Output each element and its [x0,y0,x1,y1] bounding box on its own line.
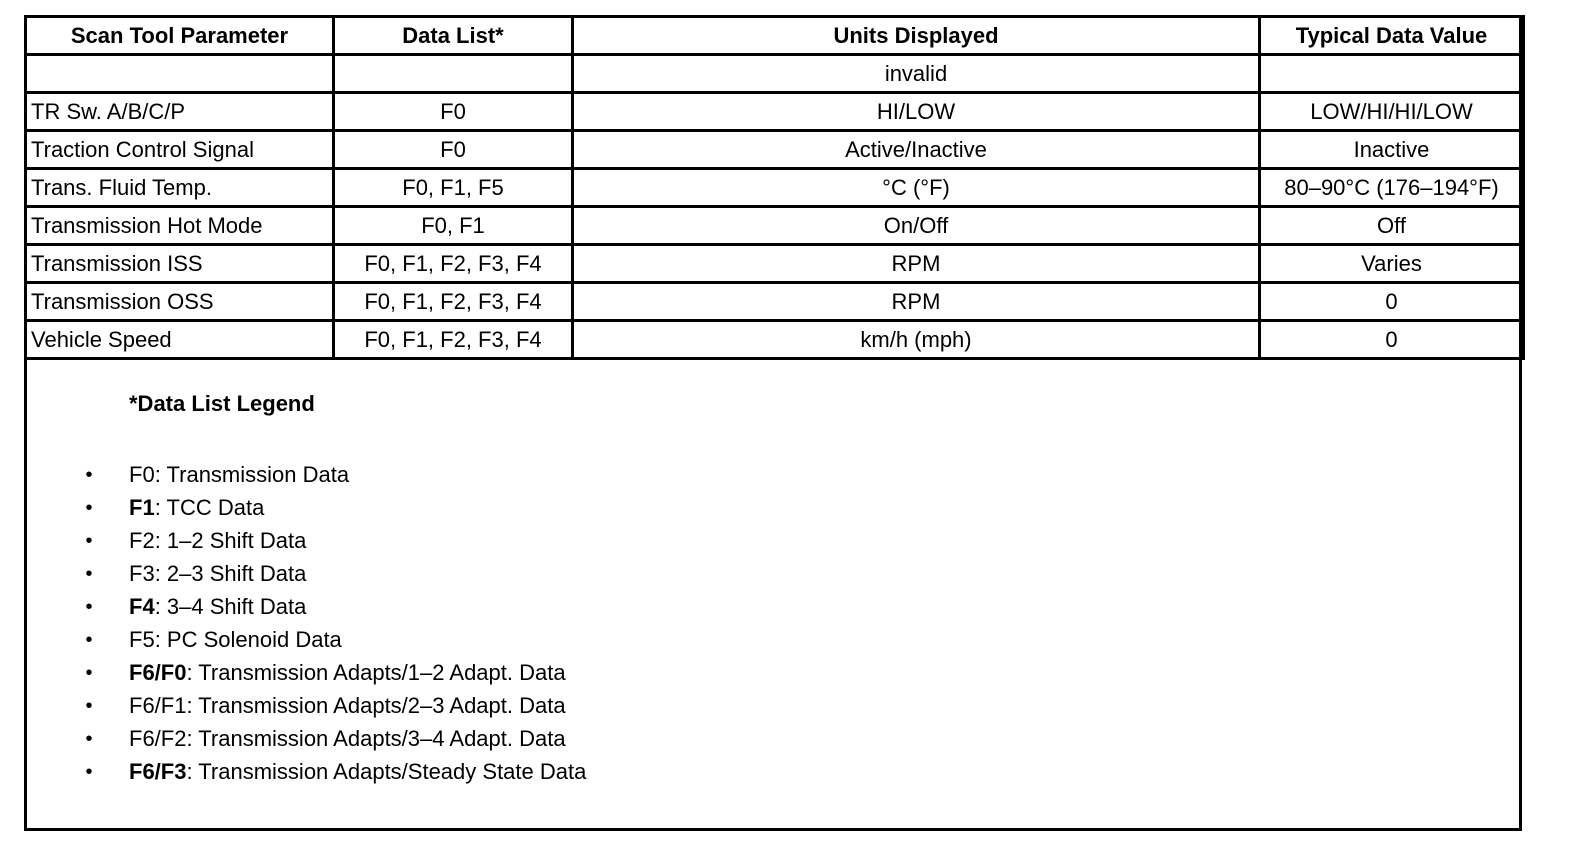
cell-data-list: F0, F1, F2, F3, F4 [334,245,573,283]
bullet-icon: • [85,662,93,684]
table-row [26,245,1524,283]
cell-units: HI/LOW [573,93,1260,131]
legend-code: F0 [129,462,155,487]
cell-typical-value: 0 [1260,283,1524,321]
bullet-icon: • [85,596,93,618]
cell-parameter: Transmission Hot Mode [26,207,334,245]
cell-units: °C (°F) [573,169,1260,207]
bullet-icon: • [85,629,93,651]
cell-units: On/Off [573,207,1260,245]
bullet-icon: • [85,728,93,750]
list-item [24,460,586,493]
table-row [26,321,1524,359]
cell-typical-value: 0 [1260,321,1524,359]
list-item [24,493,586,526]
legend-description: : Transmission Adapts/2–3 Adapt. Data [186,693,566,718]
legend-description: : PC Solenoid Data [154,627,342,652]
list-item [24,559,586,592]
cell-parameter: Transmission ISS [26,245,334,283]
list-item [24,526,586,559]
table-row [26,55,1524,93]
header-scan-tool-parameter: Scan Tool Parameter [26,17,334,55]
cell-parameter: Transmission OSS [26,283,334,321]
cell-units: invalid [573,55,1260,93]
legend-code: F5 [129,627,155,652]
table-row [26,131,1524,169]
list-item [24,592,586,625]
list-item [24,724,586,757]
cell-parameter: Trans. Fluid Temp. [26,169,334,207]
header-units-displayed: Units Displayed [573,17,1260,55]
cell-typical-value: Off [1260,207,1524,245]
bullet-icon: • [85,695,93,717]
legend-code: F6/F2 [129,726,187,751]
table-row [26,169,1524,207]
table-row [26,93,1524,131]
cell-parameter: Vehicle Speed [26,321,334,359]
cell-typical-value [1260,55,1524,93]
legend-title: *Data List Legend [129,391,315,416]
legend-description: : Transmission Adapts/3–4 Adapt. Data [186,726,566,751]
cell-units: RPM [573,245,1260,283]
legend-code: F6/F3 [129,759,187,784]
legend-description: : Transmission Data [154,462,350,487]
cell-data-list [334,55,573,93]
legend-description: : Transmission Adapts/1–2 Adapt. Data [186,660,566,685]
cell-units: RPM [573,283,1260,321]
cell-data-list: F0, F1 [334,207,573,245]
table-body [26,55,1524,359]
cell-data-list: F0, F1, F2, F3, F4 [334,283,573,321]
list-item [24,625,586,658]
cell-typical-value: Inactive [1260,131,1524,169]
list-item [24,757,586,790]
table-row [26,283,1524,321]
legend-code: F2 [129,528,155,553]
legend-description: : TCC Data [154,495,265,520]
legend-code: F4 [129,594,155,619]
list-item [24,691,586,724]
header-typical-data-value: Typical Data Value [1260,17,1524,55]
bullet-icon: • [85,530,93,552]
legend-code: F3 [129,561,155,586]
bullet-icon: • [85,464,93,486]
legend-description: : 1–2 Shift Data [154,528,307,553]
legend-description: : Transmission Adapts/Steady State Data [186,759,587,784]
cell-data-list: F0, F1, F5 [334,169,573,207]
legend-code: F6/F1 [129,693,187,718]
cell-units: km/h (mph) [573,321,1260,359]
legend-list [24,460,586,790]
legend-description: : 2–3 Shift Data [154,561,307,586]
cell-data-list: F0, F1, F2, F3, F4 [334,321,573,359]
legend-description: : 3–4 Shift Data [154,594,307,619]
cell-typical-value: 80–90°C (176–194°F) [1260,169,1524,207]
table-row [26,207,1524,245]
scan-tool-data-table [24,15,1525,360]
bullet-icon: • [85,497,93,519]
list-item [24,658,586,691]
header-data-list: Data List* [334,17,573,55]
cell-parameter: TR Sw. A/B/C/P [26,93,334,131]
bullet-icon: • [85,563,93,585]
cell-parameter: Traction Control Signal [26,131,334,169]
cell-typical-value: Varies [1260,245,1524,283]
cell-data-list: F0 [334,131,573,169]
bullet-icon: • [85,761,93,783]
cell-parameter [26,55,334,93]
table-header-row [26,17,1524,55]
legend-code: F1 [129,495,155,520]
cell-typical-value: LOW/HI/HI/LOW [1260,93,1524,131]
cell-data-list: F0 [334,93,573,131]
legend-code: F6/F0 [129,660,187,685]
cell-units: Active/Inactive [573,131,1260,169]
